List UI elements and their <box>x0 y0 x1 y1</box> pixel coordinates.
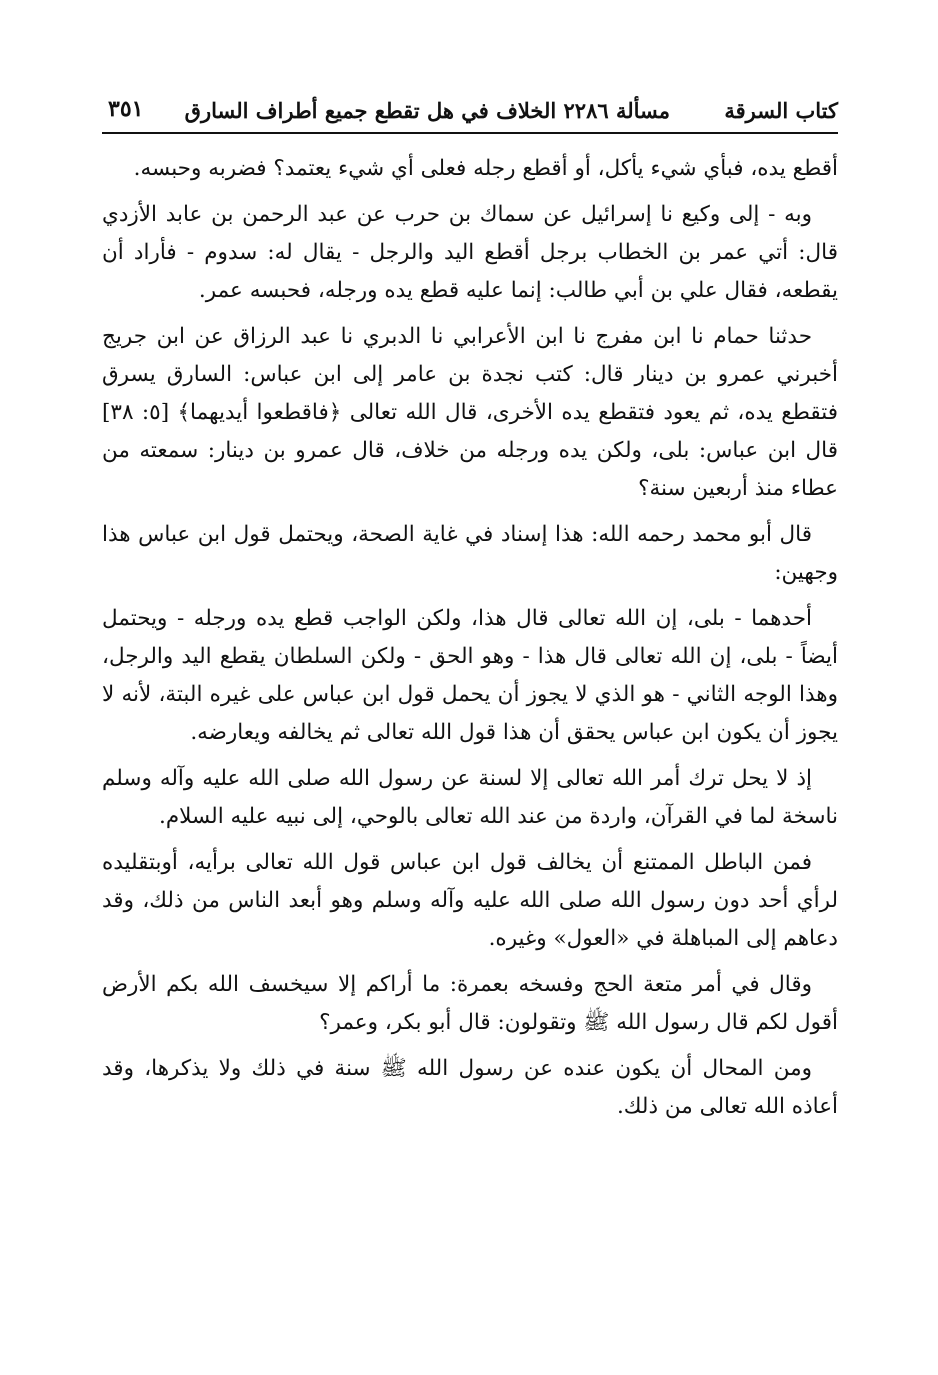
paragraph-1: أقطع يده، فبأي شيء يأكل، أو أقطع رجله فعلى أي شيء يعتمد؟ فضربه وحبسه. <box>133 156 838 181</box>
paragraph-5: أحدهما - بلى، إن الله تعالى قال هذا، ولكن الواجب قطع يده ورجله - ويحتمل أيضاً - بلى، إن الله تعالى قال هذا - وهو الحق - ولكن السلطان يقطع اليد والرجل، وهذا الوجه الثاني - هو الذي لا يجوز أن يحمل قول ابن عباس على غيره البتة، لأنه لا يجوز أن يكون ابن عباس يحقق أن هذا قول الله تعالى ثم يخالفه ويعارضه. <box>102 606 838 745</box>
paragraph-9: ومن المحال أن يكون عنده عن رسول الله ﷺ سنة في ذلك ولا يذكرها، وقد أعاذه الله تعالى من ذلك. <box>102 1056 838 1119</box>
running-header <box>102 92 838 134</box>
paragraph-7: فمن الباطل الممتنع أن يخالف قول ابن عباس قول الله تعالى برأيه، أوبتقليده لرأي أحد دون رسول الله صلى الله عليه وآله وسلم وهو أبعد الناس من ذلك، وقد دعاهم إلى المباهلة في «العول» وغيره. <box>102 850 838 951</box>
page-body <box>102 150 838 1134</box>
chapter-topic: مسألة ٢٢٨٦ الخلاف في هل تقطع جميع أطراف السارق <box>184 98 670 123</box>
paragraph-4: قال أبو محمد رحمه الله: هذا إسناد في غاية الصحة، ويحتمل قول ابن عباس هذا وجهين: <box>102 522 838 585</box>
paragraph-3: حدثنا حمام نا ابن مفرج نا ابن الأعرابي نا الدبري نا عبد الرزاق عن ابن جريج أخبرني عمرو بن دينار قال: كتب نجدة بن عامر إلى ابن عباس: السارق يسرق فتقطع يده، ثم يعود فتقطع يده الأخرى، قال الله تعالى ﴿فاقطعوا أيديهما﴾ [٥: ٣٨] قال ابن عباس: بلى، ولكن يده ورجله من خلاف، قال عمرو بن دينار: سمعته من عطاء منذ أربعين سنة؟ <box>102 324 838 501</box>
book-title: كتاب السرقة <box>724 98 838 123</box>
paragraph-2: وبه - إلى وكيع نا إسرائيل عن سماك بن حرب عن عبد الرحمن بن عابد الأزدي قال: أتي عمر بن الخطاب برجل أقطع اليد والرجل - يقال له: سدوم - فأراد أن يقطعه، فقال علي بن أبي طالب: إنما عليه قطع يده ورجله، فحبسه عمر. <box>102 202 838 303</box>
paragraph-8: وقال في أمر متعة الحج وفسخه بعمرة: ما أراكم إلا سيخسف الله بكم الأرض أقول لكم قال رسول الله ﷺ وتقولون: قال أبو بكر، وعمر؟ <box>102 972 838 1035</box>
page-number: ٣٥١ <box>108 96 144 122</box>
paragraph-6: إذ لا يحل ترك أمر الله تعالى إلا لسنة عن رسول الله صلى الله عليه وآله وسلم ناسخة لما في القرآن، واردة من عند الله تعالى بالوحي، إلى نبيه عليه السلام. <box>102 766 838 829</box>
